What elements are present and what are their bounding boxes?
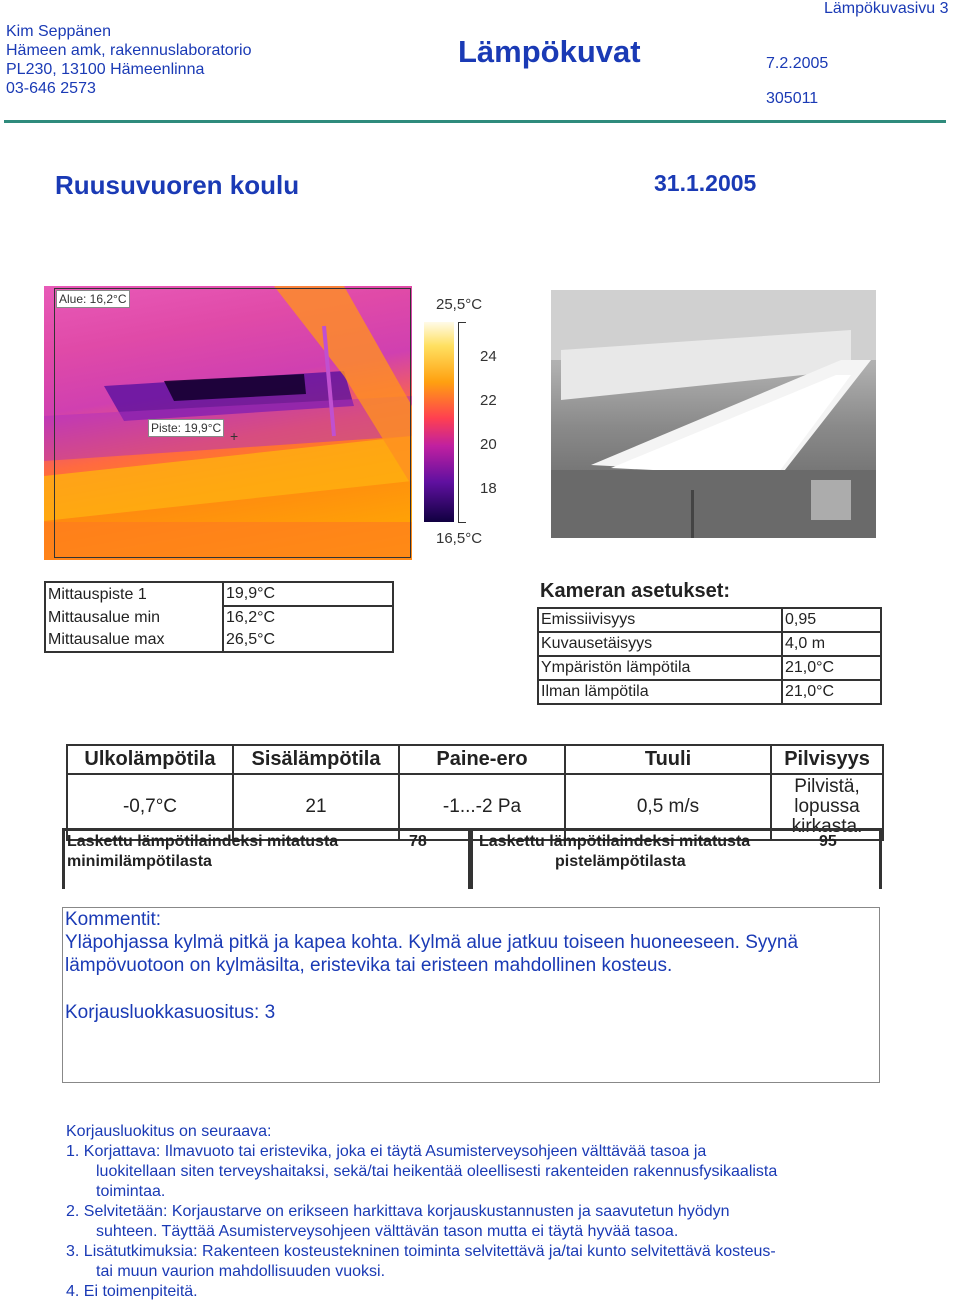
subject-name: Ruusuvuoren koulu: [55, 170, 300, 200]
table-row: [538, 656, 881, 680]
table-row: [538, 608, 881, 632]
page-title: Lämpökuvat: [458, 34, 641, 69]
author-org: Hämeen amk, rakennuslaboratorio: [6, 42, 252, 59]
weather-header-indoor: Sisälämpötila: [233, 745, 399, 774]
legend-item-1: [66, 1142, 777, 1202]
index-min-label: Laskettu lämpötilaindeksi mitatusta: [67, 833, 339, 850]
photo-texture: [551, 290, 876, 538]
camera-setting-value: 21,0°C: [782, 656, 881, 680]
table-row: [538, 680, 881, 704]
weather-header-wind: Tuuli: [565, 745, 771, 774]
measurement-value: 26,5°C: [223, 629, 393, 652]
measurement-value: 19,9°C: [223, 582, 393, 606]
area-label: Alue: 16,2°C: [56, 290, 130, 308]
legend-item-4: [66, 1282, 777, 1302]
author-block: [6, 22, 251, 98]
index-point-label-2: pistelämpötilasta: [555, 853, 686, 870]
table-row: [45, 606, 393, 629]
author-phone: 03-646 2573: [6, 80, 96, 97]
measurement-value: 16,2°C: [223, 606, 393, 629]
legend-item-text: luokitellaan siten terveyshaitaksi, sekä/tai heikentää oleellisesti rakenteiden rakennusfysikaalista: [96, 1163, 778, 1180]
author-name: Kim Seppänen: [6, 23, 111, 40]
scale-max: 25,5°C: [436, 296, 483, 313]
recommendation: Korjausluokkasuositus: 3: [65, 1002, 276, 1023]
measurement-label: Mittauspiste 1: [45, 582, 223, 606]
scale-tick-label: 20: [480, 436, 497, 453]
weather-value-cloud: Pilvistä, lopussa kirkasta.: [771, 774, 883, 840]
weather-value-indoor: 21: [233, 774, 399, 840]
legend-item-2: [66, 1202, 777, 1242]
measurement-label: Mittausalue max: [45, 629, 223, 652]
legend-item-text: 2. Selvitetään: Korjaustarve on erikseen harkittava korjauskustannusten ja saavutetun hyödyn: [66, 1203, 730, 1220]
camera-setting-value: 0,95: [782, 608, 881, 632]
scale-tick: [458, 522, 466, 523]
author-address: PL230, 13100 Hämeenlinna: [6, 61, 205, 78]
temperature-scale-bar: [424, 322, 454, 522]
legend-heading: Korjausluokitus on seuraava:: [66, 1123, 272, 1140]
page-label: Lämpökuvasivu 3: [824, 0, 949, 17]
legend-item-text: toimintaa.: [96, 1183, 166, 1200]
camera-setting-label: Ympäristön lämpötila: [538, 656, 782, 680]
index-point-label: Laskettu lämpötilaindeksi mitatusta: [479, 833, 751, 850]
weather-value-outdoor: -0,7°C: [67, 774, 233, 840]
table-row: [45, 629, 393, 652]
weather-header-cloud: Pilvisyys: [771, 745, 883, 774]
scale-tick-label: 22: [480, 392, 497, 409]
scale-tick-label: 18: [480, 480, 497, 497]
index-point-value: 95: [819, 833, 837, 850]
subject-date: 31.1.2005: [654, 170, 757, 196]
comments-text: Yläpohjassa kylmä pitkä ja kapea kohta. Kylmä alue jatkuu toiseen huoneeseen. Syynä lämpövuotoon on kylmäsilta, eristevika tai eristeen mahdollinen kosteus.: [65, 932, 799, 976]
visual-photo: [551, 290, 876, 538]
index-min-value: 78: [409, 833, 427, 850]
measurement-area-frame: [54, 288, 411, 558]
point-label: Piste: 19,9°C: [148, 419, 224, 437]
legend-item-3: [66, 1242, 777, 1282]
table-row: [67, 745, 883, 774]
scale-min: 16,5°C: [436, 530, 483, 547]
camera-setting-value: 4,0 m: [782, 632, 881, 656]
table-row: [45, 582, 393, 606]
weather-header-pressure: Paine-ero: [399, 745, 565, 774]
comments-heading: Kommentit:: [65, 909, 162, 930]
weather-table: [66, 744, 884, 841]
camera-setting-label: Ilman lämpötila: [538, 680, 782, 704]
weather-value-pressure: -1...-2 Pa: [399, 774, 565, 840]
weather-value-wind: 0,5 m/s: [565, 774, 771, 840]
measurements-table: [44, 581, 394, 653]
camera-heading: Kameran asetukset:: [540, 580, 731, 602]
repair-class-legend: [66, 1122, 777, 1302]
scale-tick: [458, 322, 466, 323]
scale-axis: [458, 322, 459, 522]
crosshair-icon: +: [230, 428, 239, 444]
scale-tick-label: 24: [480, 348, 497, 365]
comments-box: [62, 907, 880, 1083]
header-divider: [4, 120, 946, 123]
legend-item-text: 1. Korjattava: Ilmavuoto tai eristevika, joka ei täytä Asumisterveysohjeen välttävää tasoa ja: [66, 1143, 707, 1160]
thermal-image: [44, 286, 412, 560]
legend-item-text: tai muun vaurion mahdollisuuden vuoksi.: [96, 1263, 386, 1280]
camera-setting-value: 21,0°C: [782, 680, 881, 704]
legend-item-text: 3. Lisätutkimuksia: Rakenteen kosteustekninen toiminta selvitettävä ja/tai kunto selvitettävä kosteus-: [66, 1243, 776, 1260]
index-min-box: [62, 828, 471, 889]
camera-settings-table: [537, 607, 882, 705]
table-row: [538, 632, 881, 656]
legend-item-text: suhteen. Täyttää Asumisterveysohjeen välttävän tason mutta ei täytä hyvää tasoa.: [96, 1223, 679, 1240]
index-min-label-2: minimilämpötilasta: [67, 853, 212, 870]
weather-header-outdoor: Ulkolämpötila: [67, 745, 233, 774]
measurement-label: Mittausalue min: [45, 606, 223, 629]
camera-setting-label: Emissiivisyys: [538, 608, 782, 632]
legend-item-text: 4. Ei toimenpiteitä.: [66, 1283, 198, 1300]
camera-setting-label: Kuvausetäisyys: [538, 632, 782, 656]
report-date: 7.2.2005: [766, 55, 829, 72]
index-point-box: [470, 828, 882, 889]
report-number: 305011: [766, 90, 819, 107]
